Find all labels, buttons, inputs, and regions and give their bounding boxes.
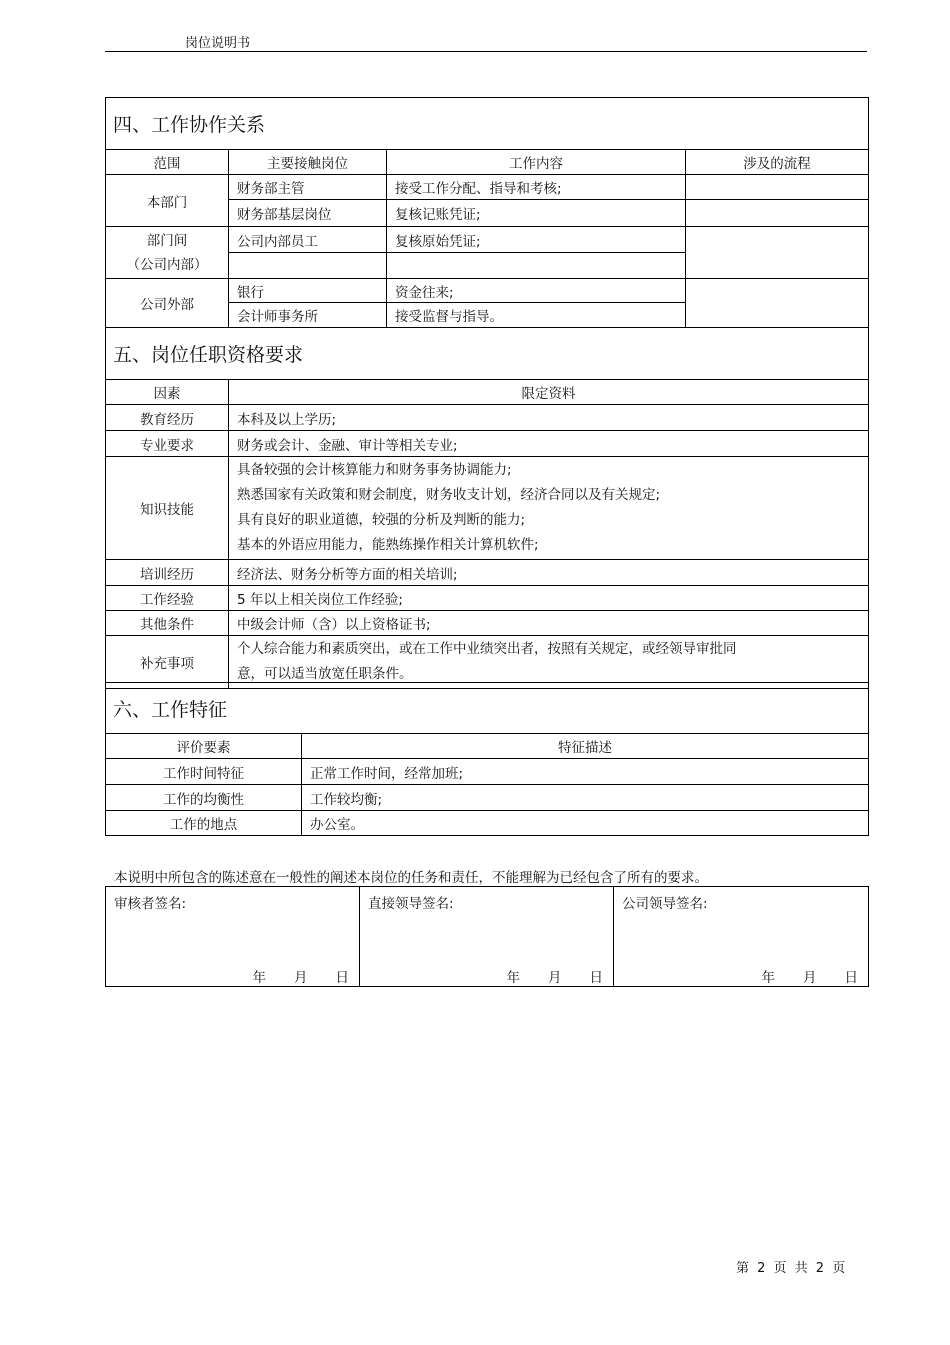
factor-cell: 培训经历 [106,560,229,586]
detail-cell: 本科及以上学历; [229,405,869,431]
column-header: 主要接触岗位 [229,150,387,175]
qualification-table [105,327,869,689]
detail-cell: 5 年以上相关岗位工作经验; [229,586,869,611]
signature-date: 年 月 日 [252,970,349,986]
company-leader-signature-cell[interactable] [614,887,869,987]
detail-cell [229,457,869,560]
factor-cell: 补充事项 [106,636,229,689]
page-number: 第 2 页 共 2 页 [736,1261,846,1276]
column-header: 范围 [106,150,229,175]
column-header: 特征描述 [302,734,869,759]
column-header: 涉及的流程 [686,150,869,175]
factor-cell: 工作的均衡性 [106,785,302,811]
factor-cell: 工作经验 [106,586,229,611]
direct-leader-signature-cell[interactable] [360,887,614,987]
scope-cell [106,227,229,279]
factor-cell: 工作的地点 [106,811,302,836]
page-header [105,0,867,52]
scope-line: 部门间 [146,232,188,249]
disclaimer-note: 本说明中所包含的陈述意在一般性的阐述本岗位的任务和责任，不能理解为已经包含了所有的要求。 [114,870,708,886]
detail-line: 具有良好的职业道德，较强的分析及判断的能力; [237,512,526,528]
desc-cell: 工作较均衡; [302,785,869,811]
detail-cell [229,636,869,689]
work-feature-table [105,682,869,836]
signature-date: 年 月 日 [506,970,603,986]
factor-cell: 教育经历 [106,405,229,431]
process-cell [686,279,869,328]
position-cell: 公司内部员工 [229,227,387,253]
detail-line: 熟悉国家有关政策和财会制度，财务收支计划，经济合同以及有关规定; [237,487,661,503]
collaboration-table [105,97,869,328]
factor-cell: 工作时间特征 [106,759,302,785]
signature-table [105,886,869,987]
factor-cell: 知识技能 [106,457,229,560]
factor-cell: 专业要求 [106,431,229,457]
section-title: 四、工作协作关系 [106,98,869,150]
factor-cell: 其他条件 [106,611,229,636]
position-cell: 财务部基层岗位 [229,200,387,227]
scope-cell: 本部门 [106,175,229,227]
detail-line: 意，可以适当放宽任职条件。 [237,666,413,682]
column-header: 工作内容 [387,150,686,175]
signature-date: 年 月 日 [761,970,858,986]
position-cell: 会计师事务所 [229,303,387,328]
content-cell: 接受监督与指导。 [387,303,686,328]
detail-line: 基本的外语应用能力，能熟练操作相关计算机软件; [237,537,539,553]
signature-label: 公司领导签名: [622,896,708,912]
process-cell [686,175,869,200]
detail-cell: 中级会计师（含）以上资格证书; [229,611,869,636]
section-title: 六、工作特征 [106,683,869,734]
header-title: 岗位说明书 [185,36,251,51]
column-header: 限定资料 [229,380,869,405]
process-cell [686,200,869,227]
content-cell: 资金往来; [387,279,686,303]
detail-line: 个人综合能力和素质突出，或在工作中业绩突出者，按照有关规定，或经领导审批同 [237,641,737,657]
signature-label: 直接领导签名: [368,896,454,912]
position-cell: 银行 [229,279,387,303]
desc-cell: 办公室。 [302,811,869,836]
content-cell: 复核原始凭证; [387,227,686,253]
detail-cell: 经济法、财务分析等方面的相关培训; [229,560,869,586]
scope-line: （公司内部） [126,256,208,273]
content-cell [387,253,686,279]
reviewer-signature-cell[interactable] [106,887,360,987]
signature-label: 审核者签名: [114,896,187,912]
scope-cell: 公司外部 [106,279,229,328]
position-cell: 财务部主管 [229,175,387,200]
process-cell [686,227,869,279]
content-cell: 复核记账凭证; [387,200,686,227]
position-cell [229,253,387,279]
detail-cell: 财务或会计、金融、审计等相关专业; [229,431,869,457]
column-header: 因素 [106,380,229,405]
section-title: 五、岗位任职资格要求 [106,328,869,380]
detail-line: 具备较强的会计核算能力和财务事务协调能力; [237,462,512,478]
column-header: 评价要素 [106,734,302,759]
content-cell: 接受工作分配、指导和考核; [387,175,686,200]
desc-cell: 正常工作时间，经常加班; [302,759,869,785]
